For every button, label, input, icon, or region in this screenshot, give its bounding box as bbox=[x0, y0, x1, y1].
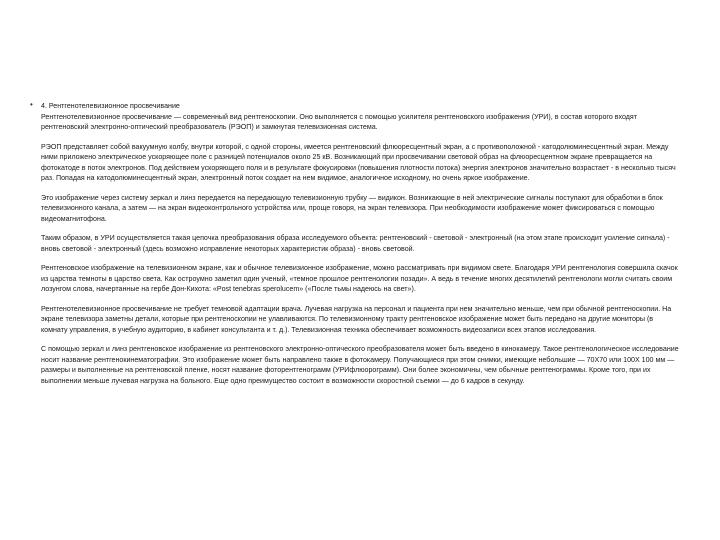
list-bullet: • bbox=[30, 100, 33, 109]
body-paragraph-1: РЭОП представляет собой вакуумную колбу, внутри которой, с одной стороны, имеется рентгеновский флюоресцентный экран, а с противоположной - катодолюминесцентный экран. Между ними приложено электрическое ускоряющее поле с разницей потенциалов около 25 кВ. Возникающий при просвечивании световой образ на флюоресцентном экране превращается на фотокатоде в поток электронов. Под действием ускоряющего поля и в результате фокусировки (повышения плотности потока) энергия электронов значительно возрастает - в несколько тысяч раз. Попадая на катодолюминесцентный экран, электронный поток создает на нем видимое, аналогичное исходному, но очень яркое изображение. bbox=[41, 142, 676, 182]
section-intro-paragraph bbox=[41, 101, 681, 133]
body-paragraph-3: Таким образом, в УРИ осуществляется такая цепочка преобразования образа исследуемого объекта: рентгеновский - световой - электронный (на этом этапе происходит усиление сигнала) - вновь световой - электронный (здесь возможно исправление некоторых характеристик образа) - вновь световой. bbox=[41, 234, 670, 253]
section-intro: Рентгенотелевизионное просвечивание — современный вид рентгеноскопии. Оно выполняется с помощью усилителя рентгеновского изображения (УРИ), в состав которого входят рентгеновский электронно-оптический преобразователь (РЭОП) и замкнутая телевизионная система. bbox=[41, 112, 637, 131]
body-paragraph-2: Это изображение через систему зеркал и линз передается на передающую телевизионную трубку — видикон. Возникающие в ней электрические сигналы поступают для обработки в блок телевизионного канала, а затем — на экран видеоконтрольного устройства или, проще говоря, на экран телевизора. При необходимости изображение может фиксироваться с помощью видеомагнитофона. bbox=[41, 193, 663, 223]
body-paragraph-4: Рентгеновское изображение на телевизионном экране, как и обычное телевизионное изображение, можно рассматривать при видимом свете. Благодаря УРИ рентгенология совершила скачок из царства темноты в царство света. Как остроумно заметил один ученый, «темное прошлое рентгенологии позади». А ведь в течение многих десятилетий рентгенологи могли считать своим лозунгом слова, начертанные на гербе Дон-Кихота: «Post tenebras sperolucem» («После тьмы надеюсь на свет»). bbox=[41, 264, 678, 293]
body-paragraph-5: Рентгенотелевизионное просвечивание не требует темновой адаптации врача. Лучевая нагрузка на персонал и пациента при нем значительно меньше, чем при обычной рентгеноскопии. На экране телевизора заметны детали, которые при рентгеноскопии не улавливаются. По телевизионному тракту рентгеновское изображение может быть передано на другие мониторы (в комнату управления, в учебную аудиторию, в кабинет консультанта и т. д.). Телевизионная техника обеспечивает возможность видеозаписи всех этапов исследования. bbox=[41, 304, 672, 334]
body-paragraph-6: С помощью зеркал и линз рентгеновское изображение из рентгеновского электронно-оптического преобразователя может быть введено в кинокамеру. Такое рентгенологическое исследование носит название рентгенокинематографии. Это изображение может быть направлено также в фотокамеру. Получающиеся при этом снимки, имеющие небольшие — 70Х70 или 100Х 100 мм — размеры и выполненные на рентгеновской пленке, носят название фоторентгенограмм (УРИфлюорограмм). Они более экономичны, чем обычные рентгенограммы. Кроме того, при их выполнении меньше лучевая нагрузка на больного. Еще одно преимущество состоит в возможности скоростной съемки — до 6 кадров в секунду. bbox=[41, 345, 679, 385]
document-content bbox=[41, 101, 681, 395]
section-title: 4. Рентгенотелевизионное просвечивание bbox=[41, 102, 180, 110]
